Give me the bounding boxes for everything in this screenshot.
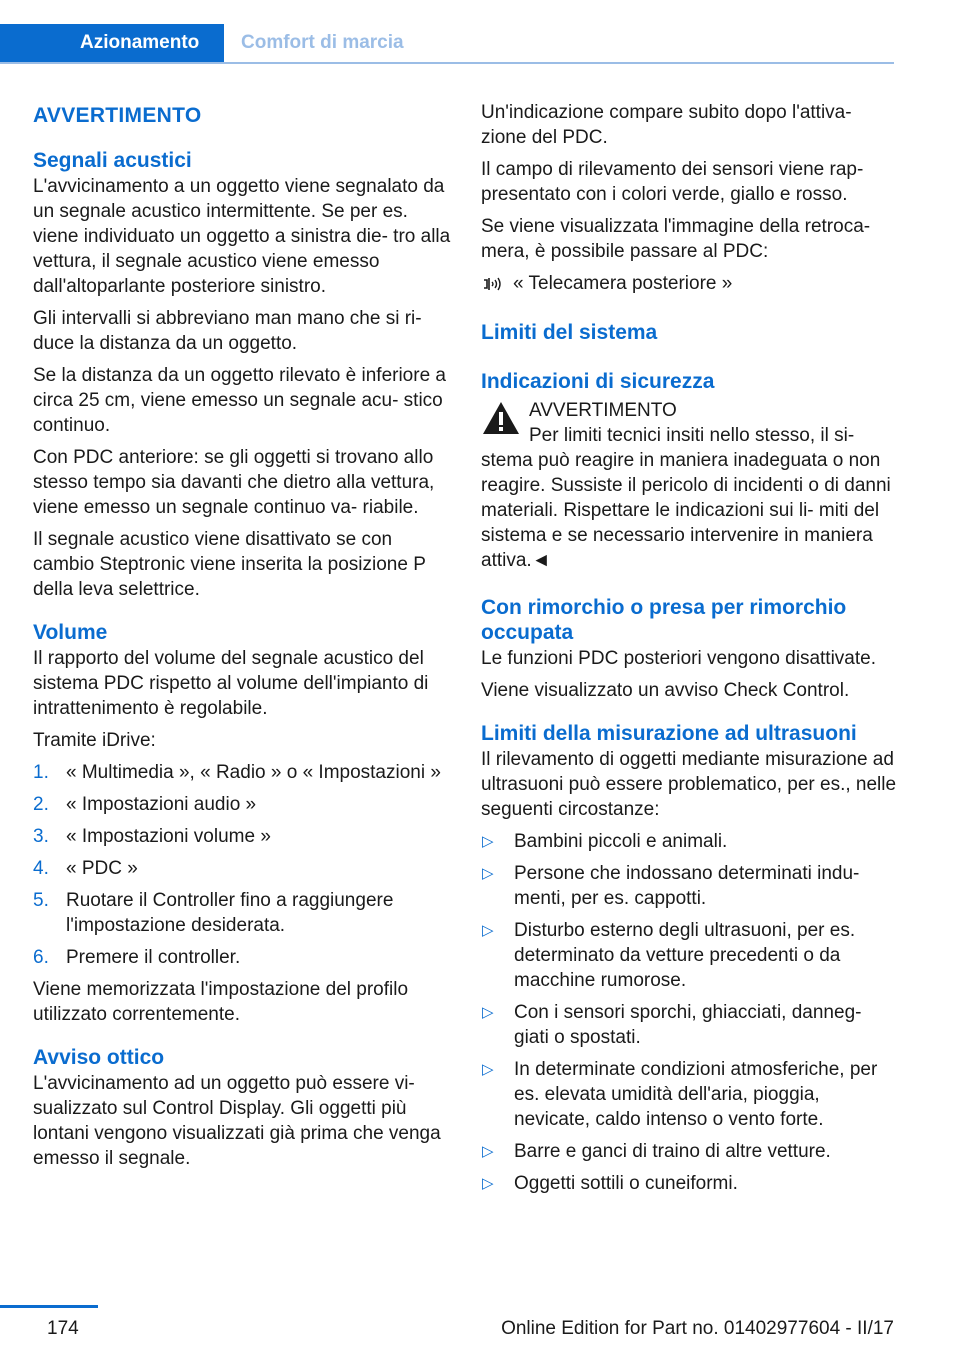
bullet-text: Disturbo esterno degli ultrasuoni, per es. determinato da vetture precedenti o da macchine rumorose. <box>514 920 856 991</box>
list-item <box>33 760 453 785</box>
paragraph: Se la distanza da un oggetto rilevato è inferiore a circa 25 cm, viene emesso un segnale acu‐ stico continuo. <box>33 365 446 436</box>
bullet-triangle-icon: ▷ <box>482 833 494 850</box>
bullet-text: In determinate condizioni atmosferiche, per es. elevata umidità dell'aria, pioggia, nevicate, caldo intenso o vento forte. <box>514 1059 878 1130</box>
step-number: 4. <box>33 858 49 879</box>
bullet-text: Oggetti sottili o cuneiformi. <box>514 1173 738 1194</box>
bullet-triangle-icon: ▷ <box>482 1143 494 1160</box>
section-title-segnali-acustici: Segnali acustici <box>33 149 192 172</box>
pdc-sensor-icon <box>481 274 505 294</box>
paragraph: Il segnale acustico viene disattivato se con cambio Steptronic viene inserita la posizione P della leva selettrice. <box>33 529 426 600</box>
warning-box-text: Per limiti tecnici insiti nello stesso, il si‐ stema può reagire in maniera inadeguata o non reagire. Sussiste il pericolo di incidenti o di danni materiali. Rispettare le indicazioni sui li‐ miti del sistema e se necessario intervenire in maniera attiva.◄ <box>481 425 891 571</box>
left-column <box>33 100 453 1178</box>
list-item <box>481 829 901 854</box>
list-item <box>481 1057 901 1132</box>
warning-title: AVVERTIMENTO <box>33 104 202 127</box>
ultrasound-limits-list <box>481 829 901 1196</box>
step-text: « Multimedia », « Radio » o « Impostazioni » <box>66 762 441 783</box>
paragraph: Il rilevamento di oggetti mediante misurazione ad ultrasuoni può essere problematico, per es., nelle seguenti circostanze: <box>481 749 897 820</box>
paragraph: Viene memorizzata l'impostazione del profilo utilizzato correntemente. <box>33 979 409 1025</box>
tab-azionamento[interactable] <box>0 24 224 62</box>
header-tabs <box>0 24 894 64</box>
list-item <box>33 824 453 849</box>
warning-triangle-icon <box>481 400 521 436</box>
paragraph: Con PDC anteriore: se gli oggetti si trovano allo stesso tempo sia davanti che dietro alla vettura, viene emesso un segnale continuo va‐ riabile. <box>33 447 435 518</box>
list-item <box>33 888 453 938</box>
paragraph: Il rapporto del volume del segnale acustico del sistema PDC rispetto al volume dell'impianto di intrattenimento è regolabile. <box>33 648 429 719</box>
right-column <box>481 100 901 1203</box>
list-item <box>481 918 901 993</box>
page-number: 174 <box>47 1318 79 1339</box>
bullet-text: Barre e ganci di traino di altre vetture. <box>514 1141 831 1162</box>
section-title-rimorchio: Con rimorchio o presa per rimorchio occupata <box>481 596 847 644</box>
bullet-triangle-icon: ▷ <box>482 922 494 939</box>
list-item <box>481 1139 901 1164</box>
bullet-text: Con i sensori sporchi, ghiacciati, danneg‐ giati o spostati. <box>514 1002 862 1048</box>
bullet-triangle-icon: ▷ <box>482 1061 494 1078</box>
paragraph: Le funzioni PDC posteriori vengono disattivate. <box>481 648 877 669</box>
list-item <box>481 1171 901 1196</box>
paragraph: Il campo di rilevamento dei sensori viene rap‐ presentato con i colori verde, giallo e rosso. <box>481 159 864 205</box>
list-item <box>481 1000 901 1050</box>
paragraph: Un'indicazione compare subito dopo l'attiva‐ zione del PDC. <box>481 102 852 148</box>
bullet-triangle-icon: ▷ <box>482 865 494 882</box>
warning-box-title: AVVERTIMENTO <box>529 400 677 421</box>
paragraph: Gli intervalli si abbreviano man mano che si ri‐ duce la distanza da un oggetto. <box>33 308 422 354</box>
bullet-text: Bambini piccoli e animali. <box>514 831 728 852</box>
paragraph: Tramite iDrive: <box>33 730 156 751</box>
section-title-volume: Volume <box>33 621 108 644</box>
tab-comfort-di-marcia[interactable]: Comfort di marcia <box>241 32 404 53</box>
list-item <box>33 856 453 881</box>
idrive-steps-list <box>33 760 453 970</box>
paragraph: Viene visualizzato un avviso Check Control. <box>481 680 850 701</box>
list-item <box>481 861 901 911</box>
footer-rule <box>0 1305 98 1308</box>
section-title-ultrasuoni: Limiti della misurazione ad ultrasuoni <box>481 722 857 745</box>
list-item <box>33 945 453 970</box>
list-item <box>33 792 453 817</box>
section-title-indicazioni-sicurezza: Indicazioni di sicurezza <box>481 370 715 393</box>
paragraph: L'avvicinamento a un oggetto viene segnalato da un segnale acustico intermittente. Se per es. viene individuato un oggetto a sinistra die‐ tro alla vettura, il segnale acustico viene emesso dall'altoparlante posteriore sinistro. <box>33 176 451 297</box>
bullet-triangle-icon: ▷ <box>482 1004 494 1021</box>
step-text: « Impostazioni audio » <box>66 794 257 815</box>
step-number: 6. <box>33 947 49 968</box>
menu-path-label: « Telecamera posteriore » <box>513 273 733 294</box>
step-number: 5. <box>33 890 49 911</box>
paragraph: L'avvicinamento ad un oggetto può essere vi‐ sualizzato sul Control Display. Gli oggetti più lontani vengono visualizzati già prima che venga emesso il segnale. <box>33 1073 441 1169</box>
bullet-triangle-icon: ▷ <box>482 1175 494 1192</box>
tab-label: Azionamento <box>80 32 200 53</box>
step-text: « Impostazioni volume » <box>66 826 271 847</box>
step-text: Ruotare il Controller fino a raggiungere l'impostazione desiderata. <box>66 890 394 936</box>
section-title-avviso-ottico: Avviso ottico <box>33 1046 165 1069</box>
step-text: Premere il controller. <box>66 947 241 968</box>
bullet-text: Persone che indossano determinati indu‐ menti, per es. cappotti. <box>514 863 860 909</box>
step-number: 2. <box>33 794 49 815</box>
warning-box <box>481 398 901 573</box>
edition-label: Online Edition for Part no. 01402977604 - II/17 <box>501 1318 894 1339</box>
paragraph: Se viene visualizzata l'immagine della retroca‐ mera, è possibile passare al PDC: <box>481 216 871 262</box>
step-number: 1. <box>33 762 49 783</box>
step-number: 3. <box>33 826 49 847</box>
step-text: « PDC » <box>66 858 138 879</box>
menu-path <box>481 271 901 296</box>
section-title-limiti-del-sistema: Limiti del sistema <box>481 321 658 344</box>
